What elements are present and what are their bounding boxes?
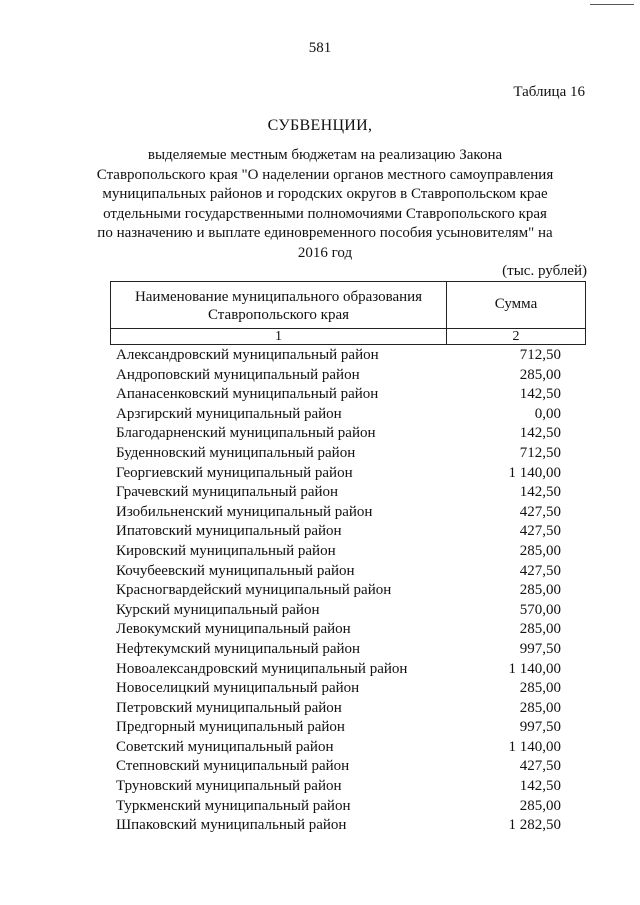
district-amount: 142,50 xyxy=(519,425,561,442)
header-sum-column: Сумма xyxy=(494,296,538,312)
table-row xyxy=(116,640,561,660)
top-edge-mark xyxy=(590,4,634,5)
district-amount: 285,00 xyxy=(519,582,561,599)
table-row xyxy=(116,757,561,777)
table-row xyxy=(116,718,561,738)
district-amount: 1 140,00 xyxy=(508,464,561,481)
table-row xyxy=(116,405,561,425)
district-name: Кировский муниципальный район xyxy=(116,542,336,559)
district-name: Нефтекумский муниципальный район xyxy=(116,640,361,657)
table-body xyxy=(116,346,561,836)
table-row xyxy=(116,562,561,582)
district-amount: 1 282,50 xyxy=(508,817,561,834)
district-name: Изобильненский муниципальный район xyxy=(116,503,373,520)
table-row xyxy=(116,660,561,680)
table-row xyxy=(116,797,561,817)
document-title: СУБВЕНЦИИ, xyxy=(267,117,373,134)
district-name: Левокумский муниципальный район xyxy=(116,621,351,638)
district-amount: 570,00 xyxy=(519,601,561,618)
district-name: Благодарненский муниципальный район xyxy=(116,425,376,442)
table-row xyxy=(116,738,561,758)
district-amount: 285,00 xyxy=(519,621,561,638)
district-amount: 285,00 xyxy=(519,542,561,559)
table-row xyxy=(116,542,561,562)
district-amount: 427,50 xyxy=(519,758,561,775)
district-amount: 1 140,00 xyxy=(508,738,561,755)
district-name: Грачевский муниципальный район xyxy=(116,484,339,501)
district-name: Ипатовский муниципальный район xyxy=(116,523,342,540)
district-name: Туркменский муниципальный район xyxy=(116,797,351,814)
district-name: Шпаковский муниципальный район xyxy=(116,817,347,834)
table-row xyxy=(116,503,561,523)
district-amount: 0,00 xyxy=(534,405,561,422)
district-name: Труновский муниципальный район xyxy=(116,778,342,795)
district-amount: 997,50 xyxy=(519,640,561,657)
table-row xyxy=(116,444,561,464)
table-row xyxy=(116,679,561,699)
district-amount: 142,50 xyxy=(519,386,561,403)
district-name: Петровский муниципальный район xyxy=(116,699,342,716)
district-name: Курский муниципальный район xyxy=(116,601,320,618)
district-name: Андроповский муниципальный район xyxy=(116,366,360,383)
district-name: Арзгирский муниципальный район xyxy=(116,405,342,422)
table-row xyxy=(116,816,561,836)
district-name: Степновский муниципальный район xyxy=(116,758,350,775)
district-amount: 712,50 xyxy=(519,444,561,461)
table-row xyxy=(116,464,561,484)
table-row xyxy=(116,522,561,542)
header-column-number-2: 2 xyxy=(512,329,520,344)
district-name: Апанасенковский муниципальный район xyxy=(116,386,379,403)
district-amount: 142,50 xyxy=(519,778,561,795)
table-header xyxy=(110,281,586,345)
district-name: Предгорный муниципальный район xyxy=(116,719,345,736)
district-amount: 997,50 xyxy=(519,719,561,736)
district-amount: 427,50 xyxy=(519,523,561,540)
district-amount: 712,50 xyxy=(519,347,561,363)
district-name: Буденновский муниципальный район xyxy=(116,444,356,461)
table-row xyxy=(116,699,561,719)
district-name: Красногвардейский муниципальный район xyxy=(116,582,392,599)
table-row xyxy=(116,620,561,640)
district-amount: 142,50 xyxy=(519,484,561,501)
district-amount: 427,50 xyxy=(519,503,561,520)
table-row xyxy=(116,777,561,797)
table-row xyxy=(116,424,561,444)
page-number: 581 xyxy=(308,40,332,56)
district-name: Советский муниципальный район xyxy=(116,738,334,755)
table-label: Таблица 16 xyxy=(513,84,585,100)
table-row xyxy=(116,581,561,601)
table-row xyxy=(116,366,561,386)
district-amount: 285,00 xyxy=(519,366,561,383)
district-name: Александровский муниципальный район xyxy=(116,347,379,363)
units-label: (тыс. рублей) xyxy=(502,263,587,279)
table-row xyxy=(116,483,561,503)
district-amount: 427,50 xyxy=(519,562,561,579)
district-amount: 1 140,00 xyxy=(508,660,561,677)
district-amount: 285,00 xyxy=(519,797,561,814)
table-row xyxy=(116,601,561,621)
district-amount: 285,00 xyxy=(519,680,561,697)
district-name: Кочубеевский муниципальный район xyxy=(116,562,355,579)
header-column-number-1: 1 xyxy=(275,329,282,344)
district-name: Георгиевский муниципальный район xyxy=(116,464,353,481)
district-amount: 285,00 xyxy=(519,699,561,716)
header-name-column: Наименование муниципального образования Ставропольского края xyxy=(134,289,423,323)
table-row xyxy=(116,385,561,405)
district-name: Новоселицкий муниципальный район xyxy=(116,680,360,697)
document-subtitle: выделяемые местным бюджетам на реализацию Закона Ставропольского края "О наделении органов местного самоуправления муниципальных районов и городских округов в Ставропольском крае отдельными государственными полномочиями Ставропольского края по назначению и выплате единовременного пособия усыновителям" на 2016 год xyxy=(96,147,554,261)
district-name: Новоалександровский муниципальный район xyxy=(116,660,408,677)
table-row xyxy=(116,346,561,366)
